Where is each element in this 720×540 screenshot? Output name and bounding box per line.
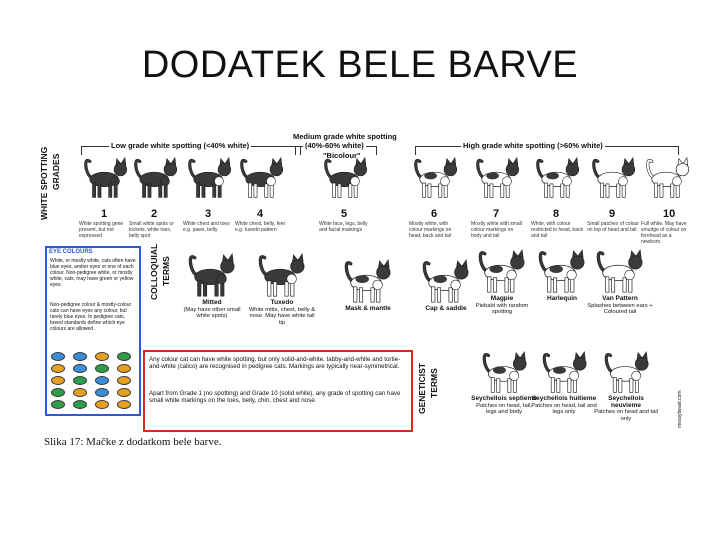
eye-swatch xyxy=(73,400,87,409)
geneticist-label xyxy=(593,396,659,422)
grade-description: White spotting gene present, but not expressed xyxy=(79,221,124,239)
eye-swatch xyxy=(95,376,109,385)
cat-grade-3 xyxy=(183,156,237,206)
cat-grade-6 xyxy=(409,156,463,206)
eye-colours-box xyxy=(45,246,141,416)
colloquial-name: Mask & mantle xyxy=(345,305,391,312)
grade-number: 9 xyxy=(609,208,616,220)
cat-grade-7 xyxy=(471,156,525,206)
cat-geneticist xyxy=(537,350,593,401)
eye-swatch xyxy=(51,352,65,361)
grade-description: White, with colour restricted to head, back and tail xyxy=(531,221,583,239)
cat-colloquial xyxy=(339,258,397,311)
eye-swatch xyxy=(95,364,109,373)
medium-grade-label-3: "Bicolour" xyxy=(323,151,361,160)
cat-grade-5 xyxy=(319,156,373,206)
grades-label-line2: GRADES xyxy=(51,153,61,190)
eye-colours-heading: EYE COLOURS xyxy=(49,249,93,255)
colloquial-name: Tuxedo xyxy=(270,299,294,306)
grade-description: White chest, belly, feet e.g. tuxedo pattern xyxy=(235,221,285,233)
geneticist-name: Seychellois huitieme xyxy=(531,395,597,402)
colloquial-name: Cap & saddle xyxy=(425,305,467,312)
figure-caption: Slika 17: Mačke z dodatkom bele barve. xyxy=(44,436,222,448)
colloquial-name: Magpie xyxy=(490,295,514,302)
colloquial-description: (May have other small white spots) xyxy=(183,306,241,319)
cat-colloquial xyxy=(253,252,311,305)
white-spotting-figure xyxy=(37,128,685,434)
eye-swatch xyxy=(73,388,87,397)
cat-grade-8 xyxy=(531,156,585,206)
eye-swatch xyxy=(51,388,65,397)
eye-swatch xyxy=(117,352,131,361)
eye-swatch xyxy=(117,364,131,373)
grade-number: 3 xyxy=(205,208,212,220)
colloquial-label xyxy=(585,296,655,316)
eye-swatch xyxy=(51,364,65,373)
geneticist-label xyxy=(471,396,537,416)
eye-swatch xyxy=(117,400,131,409)
low-grade-label: Low grade white spotting (<40% white) xyxy=(111,141,250,150)
image-credit: messybeast.com xyxy=(677,390,683,428)
eye-swatch xyxy=(95,400,109,409)
grades-axis-label xyxy=(37,128,65,220)
eye-colours-text-1: White, or mostly white, cats often have blue eyes, amber eyes or one of each colour. Non-pedigree white, or mostly white, cats, may have green or yellow eyes. xyxy=(50,258,136,288)
colloquial-description: White mitts, chest, belly & nose. May have white tail tip xyxy=(248,306,316,326)
cat-grade-9 xyxy=(587,156,641,206)
colloquial-label xyxy=(247,300,317,326)
geneticist-description: Patches on head, tail and legs only xyxy=(531,402,597,415)
spotting-note-1: Any colour cat can have white spotting, but only solid-and-white, tabby-and-white and tortie-and-white (calico) are recognised in pedigree cats. Markings are typically near-symmetrical. xyxy=(149,356,401,371)
geneticist-label-line1: GENETICIST xyxy=(417,362,427,414)
eye-swatch xyxy=(117,388,131,397)
eye-swatch xyxy=(73,352,87,361)
colloquial-label-line1: COLLOQUIAL xyxy=(149,243,159,300)
colloquial-name: Mitted xyxy=(202,299,222,306)
colloquial-label-line2: TERMS xyxy=(161,256,171,286)
cat-grade-1 xyxy=(79,156,133,206)
grade-number: 8 xyxy=(553,208,560,220)
cat-grade-10 xyxy=(641,156,695,206)
grade-number: 7 xyxy=(493,208,500,220)
eye-swatch xyxy=(95,352,109,361)
geneticist-label-line2: TERMS xyxy=(429,368,439,398)
cat-grade-2 xyxy=(129,156,183,206)
eye-swatch xyxy=(73,376,87,385)
high-grade-label: High grade white spotting (>60% white) xyxy=(463,141,603,150)
geneticist-description: Patches on head, tail, legs and body xyxy=(476,402,532,415)
geneticist-label xyxy=(531,396,597,416)
eye-swatch xyxy=(117,376,131,385)
medium-grade-label-1: Medium grade white spotting xyxy=(293,132,397,141)
grade-number: 1 xyxy=(101,208,108,220)
geneticist-name: Seychellois neuvieme xyxy=(608,395,644,409)
eye-swatch xyxy=(73,364,87,373)
cat-colloquial xyxy=(183,252,241,305)
colloquial-name: Van Pattern xyxy=(602,295,638,302)
grade-description: White chest and toes e.g. paws, belly xyxy=(183,221,230,233)
cat-colloquial xyxy=(473,248,531,301)
eye-swatch xyxy=(51,376,65,385)
geneticist-name: Seychellois septieme xyxy=(471,395,537,402)
eye-swatch xyxy=(95,388,109,397)
grade-number: 10 xyxy=(663,208,676,220)
cat-geneticist xyxy=(599,350,655,401)
grade-description: Full white. May have smudge of colour on forehead as a newborn. xyxy=(641,221,687,245)
cat-colloquial xyxy=(591,248,649,301)
grade-description: Small white spots or lockets, white toes, belly spot xyxy=(129,221,174,239)
grade-description: White face, legs, belly and facial markings xyxy=(319,221,368,233)
grade-description: Mostly white with small colour markings on body and tail xyxy=(471,221,522,239)
colloquial-name: Harlequin xyxy=(547,295,577,302)
grades-label-line1: WHITE SPOTTING xyxy=(39,146,49,220)
grade-number: 2 xyxy=(151,208,158,220)
cat-geneticist xyxy=(477,350,533,401)
slide-title: DODATEK BELE BARVE xyxy=(141,44,579,86)
grade-description: Mostly white, with colour markings on head, back and tail xyxy=(409,221,452,239)
colloquial-label xyxy=(333,306,403,313)
spotting-note-box xyxy=(143,350,413,432)
geneticist-description: Patches on head and tail only xyxy=(594,409,658,422)
cat-colloquial xyxy=(533,248,591,301)
grade-number: 5 xyxy=(341,208,348,220)
eye-colours-text-2: Non-pedigree colour & mostly-colour cats can have eyes any colour, but rarely blue eyes. In pedigree cats, breed standards define which eye colours are allowed. xyxy=(50,302,132,332)
medium-grade-label-2: (40%-60% white) xyxy=(305,141,364,150)
cat-grade-4 xyxy=(235,156,289,206)
colloquial-description: Splashes between ears + Coloured tail xyxy=(587,302,653,315)
grade-description: Small patches of colour on top of head and tail xyxy=(587,221,639,233)
colloquial-description: Piebald with random spotting xyxy=(475,302,529,315)
colloquial-label xyxy=(177,300,247,320)
eye-swatch xyxy=(51,400,65,409)
grade-number: 4 xyxy=(257,208,264,220)
spotting-note-2: Apart from Grade 1 (no spotting) and Grade 10 (solid white), any grade of spotting can have small white markings on the toes, belly, chin, chest and nose. xyxy=(149,390,401,405)
grade-number: 6 xyxy=(431,208,438,220)
